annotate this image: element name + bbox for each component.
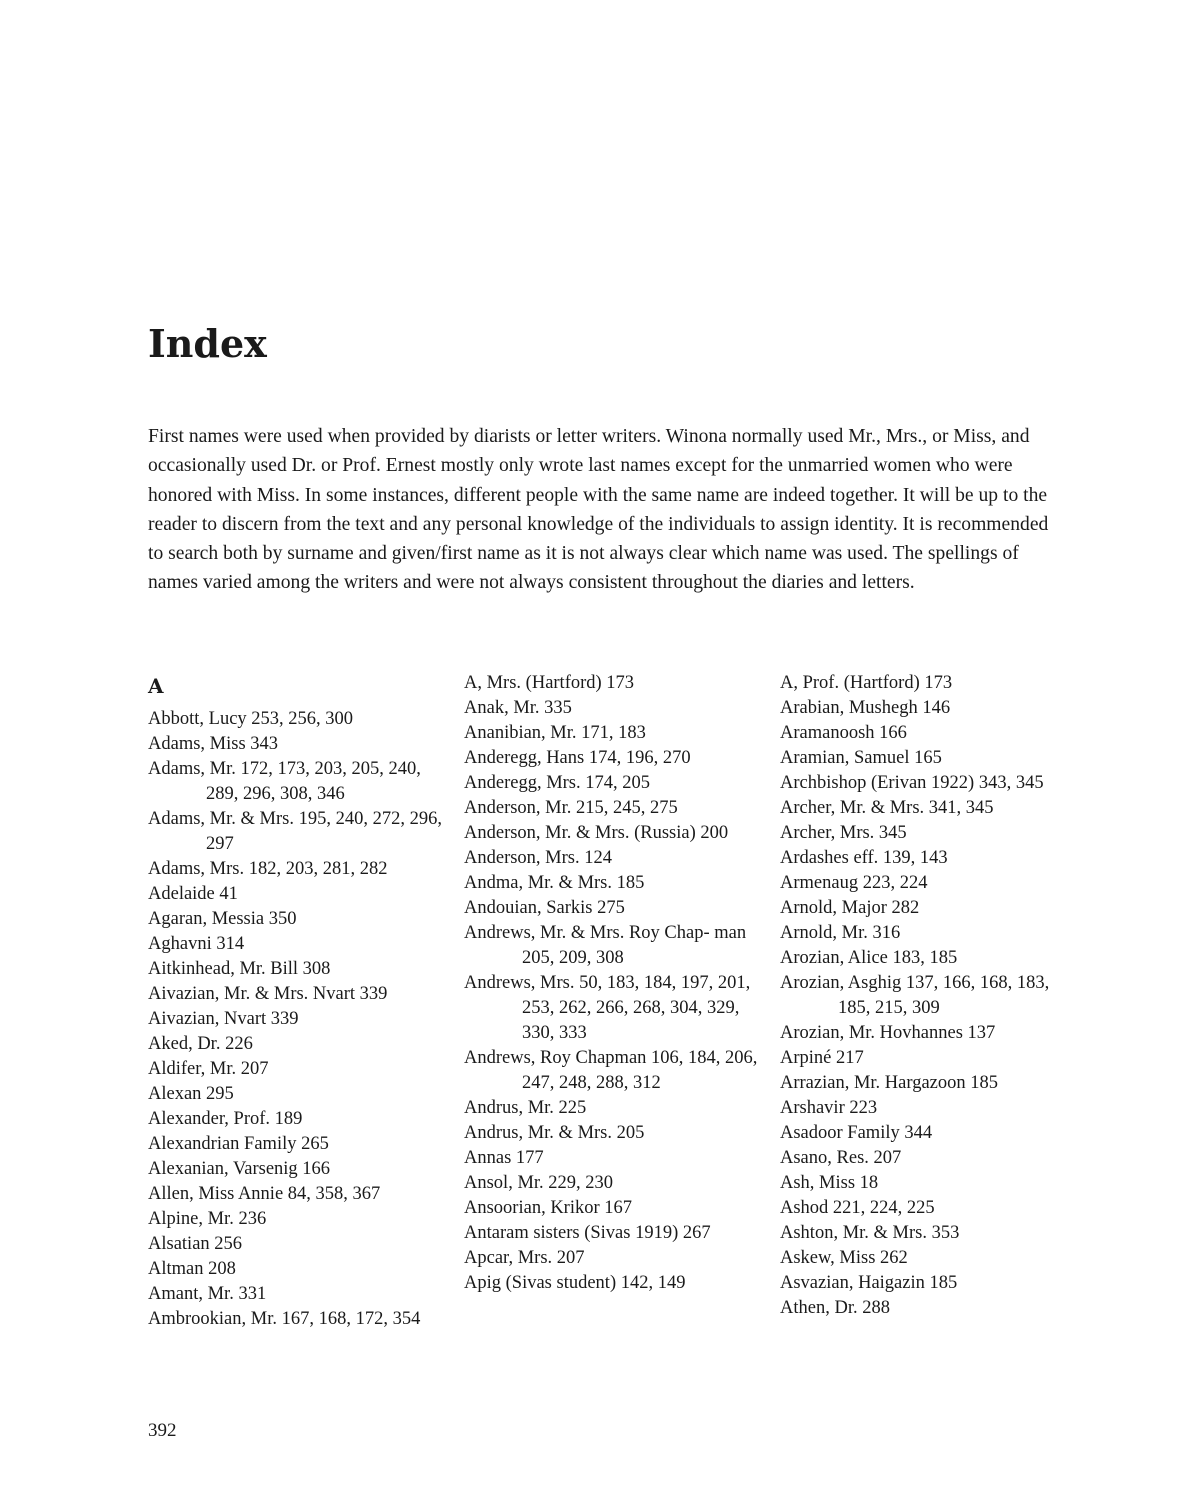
index-entry: Armenaug 223, 224	[780, 873, 928, 893]
index-entry: Aldifer, Mr. 207	[148, 1059, 269, 1079]
index-entry: Anderson, Mr. & Mrs. (Russia) 200	[464, 823, 729, 843]
index-entry: Andrews, Roy Chapman 106, 184, 206, 247, 248, 288, 312	[464, 1048, 758, 1093]
index-entry: Archer, Mr. & Mrs. 341, 345	[780, 798, 994, 818]
page-number: 392	[148, 1420, 177, 1441]
index-entry: Apcar, Mrs. 207	[464, 1248, 585, 1268]
index-entry: Asvazian, Haigazin 185	[780, 1273, 958, 1293]
index-entry: Archbishop (Erivan 1922) 343, 345	[780, 773, 1044, 793]
index-column-3	[780, 671, 1080, 1321]
index-entry: Adams, Mr. & Mrs. 195, 240, 272, 296, 297	[148, 809, 442, 854]
index-entry: Athen, Dr. 288	[780, 1298, 890, 1318]
index-entry: Arpiné 217	[780, 1048, 864, 1068]
index-entry: A, Mrs. (Hartford) 173	[464, 673, 635, 693]
entry-list	[780, 671, 1080, 1321]
index-entry: Aivazian, Mr. & Mrs. Nvart 339	[148, 984, 388, 1004]
index-entry: Ambrookian, Mr. 167, 168, 172, 354	[148, 1309, 421, 1329]
index-entry: Adams, Mr. 172, 173, 203, 205, 240, 289, 296, 308, 346	[148, 759, 421, 804]
index-entry: Alpine, Mr. 236	[148, 1209, 267, 1229]
index-entry: Arozian, Alice 183, 185	[780, 948, 958, 968]
index-entry: Arozian, Mr. Hovhannes 137	[780, 1023, 996, 1043]
index-entry: Arozian, Asghig 137, 166, 168, 183, 185, 215, 309	[780, 973, 1050, 1018]
entry-list	[464, 671, 764, 1296]
index-entry: Amant, Mr. 331	[148, 1284, 267, 1304]
index-entry: Aramian, Samuel 165	[780, 748, 942, 768]
index-entry: Anderegg, Hans 174, 196, 270	[464, 748, 691, 768]
index-entry: Agaran, Messia 350	[148, 909, 297, 929]
index-entry: Aivazian, Nvart 339	[148, 1009, 299, 1029]
index-entry: Alexanian, Varsenig 166	[148, 1159, 331, 1179]
index-entry: Anak, Mr. 335	[464, 698, 572, 718]
index-entry: Arnold, Major 282	[780, 898, 920, 918]
entry-list	[148, 707, 448, 1332]
intro-paragraph: First names were used when provided by diarists or letter writers. Winona normally used Mr., Mrs., or Miss, and occasionally used Dr. or Prof. Ernest mostly only wrote last names except for the unmarried women who were honored with Miss. In some instances, different people with the same name are indeed together. It will be up to the reader to discern from the text and any personal knowledge of the individuals to assign identity. It is recommended to search both by surname and given/first name as it is not always clear which name was used. The spellings of names varied among the writers and were not always consistent throughout the diaries and letters.	[148, 426, 1049, 594]
index-entry: Andrus, Mr. & Mrs. 205	[464, 1123, 645, 1143]
index-entry: Ashton, Mr. & Mrs. 353	[780, 1223, 960, 1243]
index-entry: Ansoorian, Krikor 167	[464, 1198, 633, 1218]
index-entry: Andouian, Sarkis 275	[464, 898, 625, 918]
index-column-1	[148, 671, 448, 1332]
index-entry: Andma, Mr. & Mrs. 185	[464, 873, 645, 893]
index-entry: Alexandrian Family 265	[148, 1134, 329, 1154]
index-entry: Ash, Miss 18	[780, 1173, 879, 1193]
index-entry: Andrews, Mrs. 50, 183, 184, 197, 201, 253, 262, 266, 268, 304, 329, 330, 333	[464, 973, 751, 1043]
index-entry: Antaram sisters (Sivas 1919) 267	[464, 1223, 711, 1243]
index-entry: Altman 208	[148, 1259, 236, 1279]
index-entry: Asano, Res. 207	[780, 1148, 902, 1168]
index-entry: Andrews, Mr. & Mrs. Roy Chap- man 205, 209, 308	[464, 923, 747, 968]
index-entry: Abbott, Lucy 253, 256, 300	[148, 709, 354, 729]
index-entry: Allen, Miss Annie 84, 358, 367	[148, 1184, 381, 1204]
index-entry: Aghavni 314	[148, 934, 245, 954]
index-entry: Asadoor Family 344	[780, 1123, 933, 1143]
index-entry: Ananibian, Mr. 171, 183	[464, 723, 646, 743]
index-entry: Andrus, Mr. 225	[464, 1098, 587, 1118]
index-entry: Adams, Mrs. 182, 203, 281, 282	[148, 859, 388, 879]
index-entry: Ashod 221, 224, 225	[780, 1198, 935, 1218]
index-entry: Alsatian 256	[148, 1234, 243, 1254]
index-entry: Aitkinhead, Mr. Bill 308	[148, 959, 331, 979]
index-entry: Askew, Miss 262	[780, 1248, 908, 1268]
index-entry: Ardashes eff. 139, 143	[780, 848, 948, 868]
index-entry: Arnold, Mr. 316	[780, 923, 901, 943]
index-entry: Arshavir 223	[780, 1098, 878, 1118]
index-entry: Annas 177	[464, 1148, 544, 1168]
index-entry: Anderegg, Mrs. 174, 205	[464, 773, 651, 793]
index-entry: Anderson, Mr. 215, 245, 275	[464, 798, 678, 818]
index-entry: Arabian, Mushegh 146	[780, 698, 951, 718]
index-entry: Arrazian, Mr. Hargazoon 185	[780, 1073, 998, 1093]
index-entry: Aramanoosh 166	[780, 723, 907, 743]
page-title: Index	[148, 321, 267, 366]
index-entry: Aked, Dr. 226	[148, 1034, 253, 1054]
index-entry: Adams, Miss 343	[148, 734, 279, 754]
index-column-2	[464, 671, 764, 1296]
section-letter: A	[148, 674, 164, 698]
index-entry: Alexan 295	[148, 1084, 234, 1104]
index-entry: Archer, Mrs. 345	[780, 823, 907, 843]
index-entry: Anderson, Mrs. 124	[464, 848, 612, 868]
index-entry: Apig (Sivas student) 142, 149	[464, 1273, 686, 1293]
index-entry: Ansol, Mr. 229, 230	[464, 1173, 614, 1193]
index-entry: A, Prof. (Hartford) 173	[780, 673, 953, 693]
index-entry: Adelaide 41	[148, 884, 238, 904]
index-entry: Alexander, Prof. 189	[148, 1109, 303, 1129]
